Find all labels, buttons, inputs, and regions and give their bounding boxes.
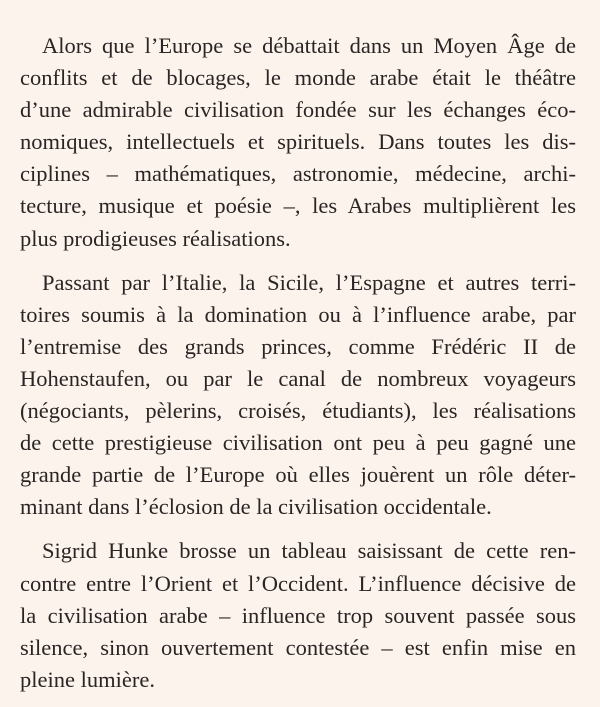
paragraph-1 <box>20 30 576 255</box>
text-line: pleine lumière. <box>20 666 155 692</box>
text-line: tecture, musique et poésie –, les Arabes multiplièrent les <box>20 193 576 219</box>
text-line: Sigrid Hunke brosse un tableau saisissant de cette ren- <box>42 538 576 564</box>
text-line: minant dans l’éclosion de la civilisation occidentale. <box>20 494 492 520</box>
text-line: contre entre l’Orient et l’Occident. L’influence décisive de <box>20 570 576 596</box>
text-line: la civilisation arabe – influence trop souvent passée sous <box>20 602 576 628</box>
text-line: de cette prestigieuse civilisation ont peu à peu gagné une <box>20 430 576 456</box>
text-line: l’entremise des grands princes, comme Frédéric II de <box>20 333 576 359</box>
text-line: conflits et de blocages, le monde arabe était le théâtre <box>20 65 576 91</box>
text-line: Passant par l’Italie, la Sicile, l’Espagne et autres terri- <box>42 269 576 295</box>
text-line: ciplines – mathématiques, astronomie, médecine, archi- <box>20 161 576 187</box>
text-line: d’une admirable civilisation fondée sur les échanges éco- <box>20 97 576 123</box>
paragraph-3 <box>20 535 576 695</box>
text-line: (négociants, pèlerins, croisés, étudiants), les réalisations <box>20 398 576 424</box>
text-line: Hohenstaufen, ou par le canal de nombreux voyageurs <box>20 365 576 391</box>
paragraph-2 <box>20 267 576 524</box>
text-line: nomiques, intellectuels et spirituels. Dans toutes les dis- <box>20 129 576 155</box>
text-line: silence, sinon ouvertement contestée – est enfin mise en <box>20 634 576 660</box>
text-line: Alors que l’Europe se débattait dans un Moyen Âge de <box>42 33 576 58</box>
text-line: toires soumis à la domination ou à l’influence arabe, par <box>20 301 576 327</box>
text-line: grande partie de l’Europe où elles jouèrent un rôle déter- <box>20 462 576 488</box>
text-line: plus prodigieuses réalisations. <box>20 225 291 251</box>
